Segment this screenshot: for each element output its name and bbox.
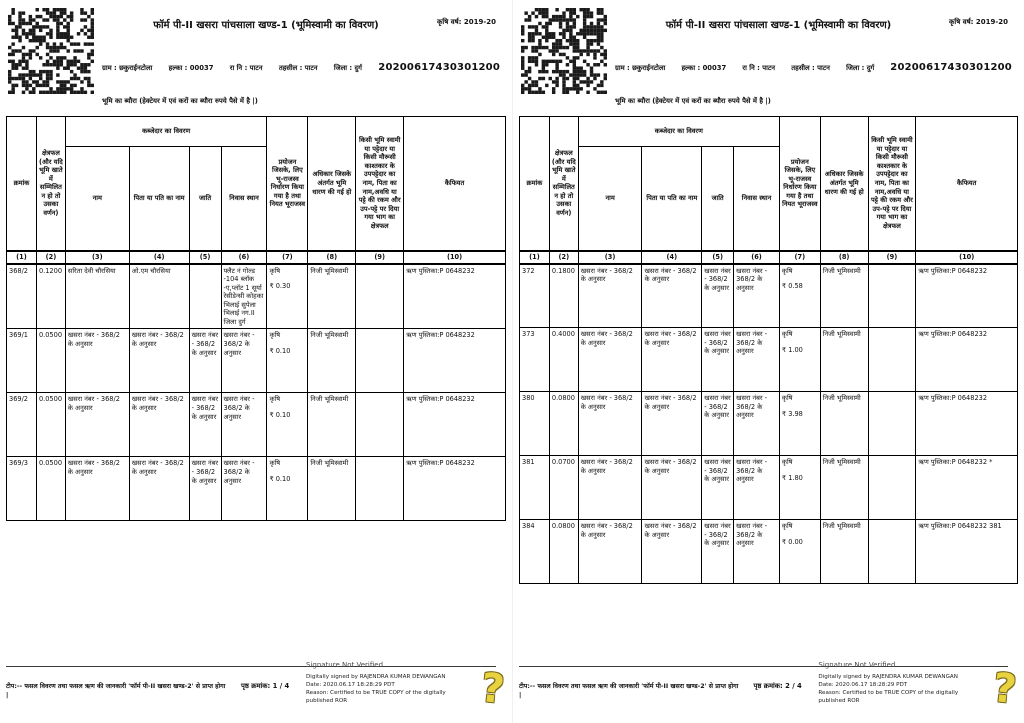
cell-right: निजी भूमिस्वामी: [820, 520, 868, 584]
footer-rule: [6, 666, 496, 667]
cell-serial: 373: [520, 328, 550, 392]
col-occupant-group: कब्जेदार का विवरण: [578, 117, 779, 147]
cell-father: खसरा नंबर - 368/2 के अनुसार: [642, 520, 702, 584]
cell-caste: खसरा नंबर - 368/2 के अनुसार: [702, 456, 734, 520]
cell-area: 0.4000: [549, 328, 578, 392]
cell-caste: खसरा नंबर - 368/2 के अनुसार: [702, 392, 734, 456]
signature-date: Date: 2020.06.17 18:28:29 PDT: [306, 682, 395, 689]
signature-reason: Reason: Certified to be TRUE COPY of the digitally published ROR: [306, 690, 446, 705]
column-number-row: (1) (2) (3) (4) (5) (6) (7) (8) (9) (10): [520, 251, 1018, 264]
cell-residence: खसरा नंबर - 368/2 के अनुसार: [221, 329, 267, 393]
cell-name: खसरा नंबर - 368/2 के अनुसार: [578, 456, 642, 520]
table-row: [520, 520, 1018, 584]
cell-caste: खसरा नंबर - 368/2 के अनुसार: [702, 264, 734, 328]
cell-serial: 369/3: [7, 457, 37, 521]
cell-area: 0.1200: [36, 264, 65, 329]
col-sublease: किसी भूमि स्वामी या पट्टेदार या किसी मौरूसी काश्तकार के उपपट्टेदार का नाम, पिता का नाम,अवधि या पट्टे की रकम और उप-पट्टे पर दिया गया भाग का क्षेत्रफल: [868, 117, 916, 251]
cell-name: खसरा नंबर - 368/2 के अनुसार: [578, 392, 642, 456]
page-footer: [6, 655, 506, 721]
col-remarks: कैफियत: [916, 117, 1018, 251]
cell-right: निजी भूमिस्वामी: [820, 328, 868, 392]
cell-serial: 369/2: [7, 393, 37, 457]
document-number: 20200617430301200: [890, 62, 1012, 73]
table-row: [7, 457, 506, 521]
col-right: अधिकार जिसके अंतर्गत भूमि धारण की गई हो: [308, 117, 356, 251]
cell-father: खसरा नंबर - 368/2 के अनुसार: [642, 392, 702, 456]
cell-remarks: ऋण पुस्तिका:P 0648232: [404, 457, 506, 521]
cell-area: 0.0500: [36, 457, 65, 521]
cell-sublease: [868, 392, 916, 456]
cell-sublease: [356, 329, 404, 393]
cell-sublease: [868, 456, 916, 520]
cell-purpose: कृषि ₹ 0.10: [267, 329, 308, 393]
cell-residence: खसरा नंबर - 368/2 के अनुसार: [221, 393, 267, 457]
cell-caste: खसरा नंबर - 368/2 के अनुसार: [702, 328, 734, 392]
signature-reason: Reason: Certified to be TRUE COPY of the digitally published ROR: [818, 690, 959, 705]
col-right: अधिकार जिसके अंतर्गत भूमि धारण की गई हो: [820, 117, 868, 251]
table-row: [520, 392, 1018, 456]
cell-serial: 369/1: [7, 329, 37, 393]
cell-residence: खसरा नंबर - 368/2 के अनुसार: [734, 392, 780, 456]
page-header: [6, 4, 506, 116]
cell-right: निजी भूमिस्वामी: [308, 329, 356, 393]
cell-right: निजी भूमिस्वामी: [820, 456, 868, 520]
cell-sublease: [356, 264, 404, 329]
khasra-table: [6, 116, 506, 521]
form-title: फॉर्म पी-II खसरा पांचसाला खण्ड-1 (भूमिस्वामी का विवरण): [153, 20, 379, 31]
qr-code-icon: [521, 6, 607, 96]
digital-signature-block: [306, 673, 472, 705]
col-serial: क्रमांक: [7, 117, 37, 251]
cell-purpose: कृषि ₹ 0.58: [779, 264, 820, 328]
cell-serial: 372: [520, 264, 550, 328]
cell-purpose: कृषि ₹ 0.10: [267, 393, 308, 457]
table-row: [520, 264, 1018, 328]
cell-father: ओ.एम चौरसिया: [129, 264, 189, 329]
col-area: क्षेत्रफल (और यदि भूमि खाते में सम्मिलित न हो तो उसका वर्णन): [549, 117, 578, 251]
document-number: 20200617430301200: [378, 62, 500, 73]
halka-label: हल्का :: [168, 64, 188, 72]
cell-area: 0.0500: [36, 329, 65, 393]
cell-area: 0.0800: [549, 392, 578, 456]
district-value: दुर्ग: [866, 64, 875, 72]
col-purpose: प्रयोजन जिसके, लिए भू-राजस्व निर्धारण किया गया है तथा नियत भूराजस्व: [779, 117, 820, 251]
cell-serial: 384: [520, 520, 550, 584]
col-residence: निवास स्थान: [221, 147, 267, 251]
record-fields: [615, 62, 1012, 73]
cell-name: सरिता देवी चौरसिया: [65, 264, 129, 329]
col-remarks: कैफियत: [404, 117, 506, 251]
village-value: छकुराईनटोला: [119, 64, 153, 72]
signature-status: Signature Not Verified: [818, 661, 896, 669]
cell-name: खसरा नंबर - 368/2 के अनुसार: [65, 329, 129, 393]
cell-area: 0.0500: [36, 393, 65, 457]
measure-note: भूमि का ब्यौरा (हेक्टेयर में एवं करों का ब्यौरा रुपये पैसे में है |): [102, 97, 258, 105]
crop-year: कृषि वर्ष: 2019-20: [949, 18, 1008, 26]
cell-caste: खसरा नंबर - 368/2 के अनुसार: [189, 329, 221, 393]
table-row: [7, 264, 506, 329]
signature-date: Date: 2020.06.17 18:28:29 PDT: [818, 682, 908, 689]
cell-father: खसरा नंबर - 368/2 के अनुसार: [129, 393, 189, 457]
crop-year: कृषि वर्ष: 2019-20: [437, 18, 496, 26]
signature-status: Signature Not Verified: [306, 661, 384, 669]
column-number-row: (1) (2) (3) (4) (5) (6) (7) (8) (9) (10): [7, 251, 506, 264]
cell-right: निजी भूमिस्वामी: [308, 264, 356, 329]
table-row: [7, 329, 506, 393]
col-caste: जाति: [189, 147, 221, 251]
cell-area: 0.1800: [549, 264, 578, 328]
cell-remarks: ऋण पुस्तिका:P 0648232: [404, 393, 506, 457]
cell-name: खसरा नंबर - 368/2 के अनुसार: [65, 393, 129, 457]
page-footer: [519, 655, 1018, 721]
cell-residence: खसरा नंबर - 368/2 के अनुसार: [734, 264, 780, 328]
cell-father: खसरा नंबर - 368/2 के अनुसार: [129, 329, 189, 393]
ri-value: पाटन: [249, 64, 263, 72]
halka-value: 00037: [189, 64, 214, 72]
signature-question-mark-icon[interactable]: ?: [478, 664, 507, 714]
cell-father: खसरा नंबर - 368/2 के अनुसार: [642, 264, 702, 328]
page-number: पृष्ठ क्रमांक: 1 / 4: [241, 682, 290, 690]
col-occupant-group: कब्जेदार का विवरण: [65, 117, 267, 147]
cell-purpose: कृषि ₹ 0.30: [267, 264, 308, 329]
cell-serial: 380: [520, 392, 550, 456]
ri-label: रा नि :: [229, 64, 248, 72]
cell-caste: [189, 264, 221, 329]
table-row: [7, 393, 506, 457]
ri-value: पाटन: [762, 64, 776, 72]
document-page-2: [512, 0, 1024, 723]
cell-caste: खसरा नंबर - 368/2 के अनुसार: [189, 457, 221, 521]
district-label: जिला :: [333, 64, 353, 72]
cell-caste: खसरा नंबर - 368/2 के अनुसार: [702, 520, 734, 584]
cell-purpose: कृषि ₹ 1.80: [779, 456, 820, 520]
cell-remarks: ऋण पुस्तिका:P 0648232 381: [916, 520, 1018, 584]
cell-right: निजी भूमिस्वामी: [308, 393, 356, 457]
cell-right: निजी भूमिस्वामी: [820, 264, 868, 328]
cell-sublease: [356, 457, 404, 521]
district-label: जिला :: [846, 64, 865, 72]
signed-by: Digitally signed by RAJENDRA KUMAR DEWANGAN: [306, 674, 446, 680]
cell-area: 0.0700: [549, 456, 578, 520]
tehsil-label: तहसील :: [278, 64, 303, 72]
page-number: पृष्ठ क्रमांक: 2 / 4: [753, 682, 802, 690]
cell-serial: 381: [520, 456, 550, 520]
khasra-table: [519, 116, 1018, 584]
col-area: क्षेत्रफल (और यदि भूमि खाते में सम्मिलित न हो तो उसका वर्णन): [36, 117, 65, 251]
cell-residence: खसरा नंबर - 368/2 के अनुसार: [221, 457, 267, 521]
cell-father: खसरा नंबर - 368/2 के अनुसार: [642, 456, 702, 520]
tehsil-value: पाटन: [304, 64, 318, 72]
cell-residence: खसरा नंबर - 368/2 के अनुसार: [734, 328, 780, 392]
cell-remarks: ऋण पुस्तिका:P 0648232 *: [916, 456, 1018, 520]
cell-remarks: ऋण पुस्तिका:P 0648232: [916, 392, 1018, 456]
cell-remarks: ऋण पुस्तिका:P 0648232: [916, 264, 1018, 328]
col-father: पिता या पति का नाम: [642, 147, 702, 251]
cell-sublease: [868, 328, 916, 392]
cell-purpose: कृषि ₹ 1.00: [779, 328, 820, 392]
signature-question-mark-icon[interactable]: ?: [990, 664, 1019, 714]
cell-remarks: ऋण पुस्तिका:P 0648232: [404, 329, 506, 393]
village-label: ग्राम :: [615, 64, 630, 72]
cell-serial: 368/2: [7, 264, 37, 329]
table-row: [520, 328, 1018, 392]
col-sublease: किसी भूमि स्वामी या पट्टेदार या किसी मौरूसी काश्तकार के उपपट्टेदार का नाम, पिता का नाम,अवधि या पट्टे की रकम और उप-पट्टे पर दिया गया भाग का क्षेत्रफल: [356, 117, 404, 251]
footnote: टीप:-- फसल विवरण तथा फसल ऋण की जानकारी 'फॉर्म पी-II खसरा खण्ड-2' से प्राप्त होगा |: [6, 683, 226, 699]
cell-name: खसरा नंबर - 368/2 के अनुसार: [578, 328, 642, 392]
tehsil-label: तहसील :: [791, 64, 815, 72]
cell-remarks: ऋण पुस्तिका:P 0648232: [404, 264, 506, 329]
cell-area: 0.0800: [549, 520, 578, 584]
cell-name: खसरा नंबर - 368/2 के अनुसार: [65, 457, 129, 521]
cell-residence: खसरा नंबर - 368/2 के अनुसार: [734, 456, 780, 520]
cell-right: निजी भूमिस्वामी: [308, 457, 356, 521]
cell-name: खसरा नंबर - 368/2 के अनुसार: [578, 264, 642, 328]
cell-name: खसरा नंबर - 368/2 के अनुसार: [578, 520, 642, 584]
table-body: [7, 264, 506, 521]
footer-rule: [519, 666, 1008, 667]
cell-father: खसरा नंबर - 368/2 के अनुसार: [642, 328, 702, 392]
cell-sublease: [868, 264, 916, 328]
col-serial: क्रमांक: [520, 117, 550, 251]
table-header: [7, 117, 506, 264]
table-body: [520, 264, 1018, 584]
footnote: टीप:-- फसल विवरण तथा फसल ऋण की जानकारी 'फॉर्म पी-II खसरा खण्ड-2' से प्राप्त होगा |: [519, 683, 739, 699]
measure-note: भूमि का ब्यौरा (हेक्टेयर में एवं करों का ब्यौरा रुपये पैसे में है |): [615, 97, 771, 105]
village-label: ग्राम :: [102, 64, 117, 72]
halka-label: हल्का :: [681, 64, 701, 72]
table-header: [520, 117, 1018, 264]
cell-sublease: [356, 393, 404, 457]
cell-father: खसरा नंबर - 368/2 के अनुसार: [129, 457, 189, 521]
qr-code-icon: [8, 6, 94, 96]
tehsil-value: पाटन: [817, 64, 830, 72]
col-purpose: प्रयोजन जिसके, लिए भू-राजस्व निर्धारण किया गया है तथा नियत भूराजस्व: [267, 117, 308, 251]
cell-caste: खसरा नंबर - 368/2 के अनुसार: [189, 393, 221, 457]
halka-value: 00037: [702, 64, 727, 72]
col-father: पिता या पति का नाम: [129, 147, 189, 251]
village-value: छकुराईनटोला: [632, 64, 666, 72]
col-caste: जाति: [702, 147, 734, 251]
signed-by: Digitally signed by RAJENDRA KUMAR DEWANGAN: [818, 674, 958, 680]
cell-right: निजी भूमिस्वामी: [820, 392, 868, 456]
ri-label: रा नि :: [742, 64, 760, 72]
digital-signature-block: [818, 673, 984, 705]
cell-remarks: ऋण पुस्तिका:P 0648232: [916, 328, 1018, 392]
cell-purpose: कृषि ₹ 0.10: [267, 457, 308, 521]
cell-purpose: कृषि ₹ 0.00: [779, 520, 820, 584]
table-row: [520, 456, 1018, 520]
col-residence: निवास स्थान: [734, 147, 780, 251]
record-fields: [102, 62, 500, 73]
cell-sublease: [868, 520, 916, 584]
page-header: [519, 4, 1018, 116]
cell-residence: खसरा नंबर - 368/2 के अनुसार: [734, 520, 780, 584]
district-value: दुर्ग: [354, 64, 362, 72]
col-name: नाम: [578, 147, 642, 251]
col-name: नाम: [65, 147, 129, 251]
form-title: फॉर्म पी-II खसरा पांचसाला खण्ड-1 (भूमिस्वामी का विवरण): [665, 20, 892, 31]
cell-residence: फ्लैट नं गोल्ड -104 ब्लॉक -ए,प्लॉट 1 सूर्या रेसीडेन्सी कोहका भिलाई सुपेला भिलाई नग.II जिला दुर्ग: [221, 264, 267, 329]
cell-purpose: कृषि ₹ 3.98: [779, 392, 820, 456]
